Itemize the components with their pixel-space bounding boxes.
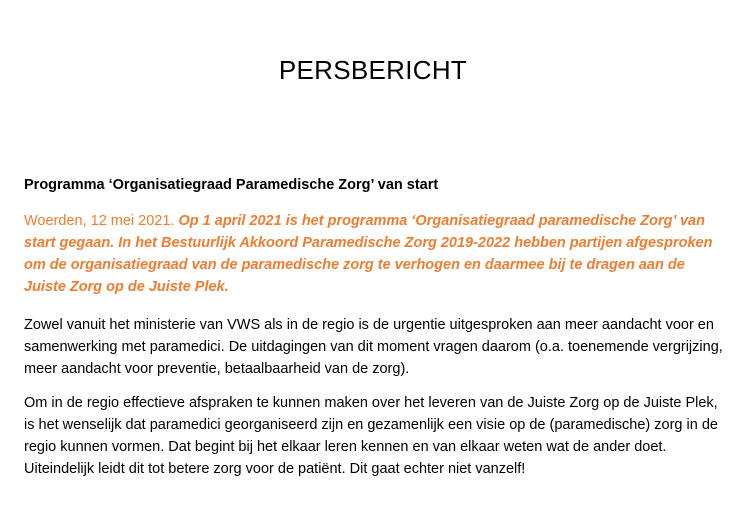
dateline: Woerden, 12 mei 2021. (24, 213, 175, 229)
body-paragraph-1: Zowel vanuit het ministerie van VWS als in de regio is de urgentie uitgesproken aan meer aandacht voor en samenwerking met paramedici. De uitdagingen van dit moment vragen daarom (o.a. toenemende vergrijzing, meer aandacht voor preventie, betaalbaarheid van de zorg). (24, 317, 723, 377)
lead-text: Op 1 april 2021 is het programma ‘Organisatiegraad paramedische Zorg’ van start gegaan. In het Bestuurlijk Akkoord Paramedische Zorg 2019-2022 hebben partijen afgesproken om de organisatiegraad van de paramedische zorg te verhogen en daarmee bij te dragen aan de Juiste Zorg op de Juiste Plek. (24, 213, 713, 295)
body-paragraph-2: Om in de regio effectieve afspraken te kunnen maken over het leveren van de Juiste Zorg op de Juiste Plek, is het wenselijk dat paramedici georganiseerd zijn en gezamenlijk een visie op de (paramedische) zorg in de regio kunnen vormen. Dat begint bij het elkaar leren kennen en van elkaar weten wat de ander doet. Uiteindelijk leidt dit tot betere zorg voor de patiënt. Dit gaat echter niet vanzelf! (24, 395, 718, 477)
intro-paragraph (24, 210, 724, 298)
page-title: PERSBERICHT (278, 55, 468, 85)
press-release-heading: Programma ‘Organisatiegraad Paramedische Zorg’ van start (24, 177, 439, 193)
